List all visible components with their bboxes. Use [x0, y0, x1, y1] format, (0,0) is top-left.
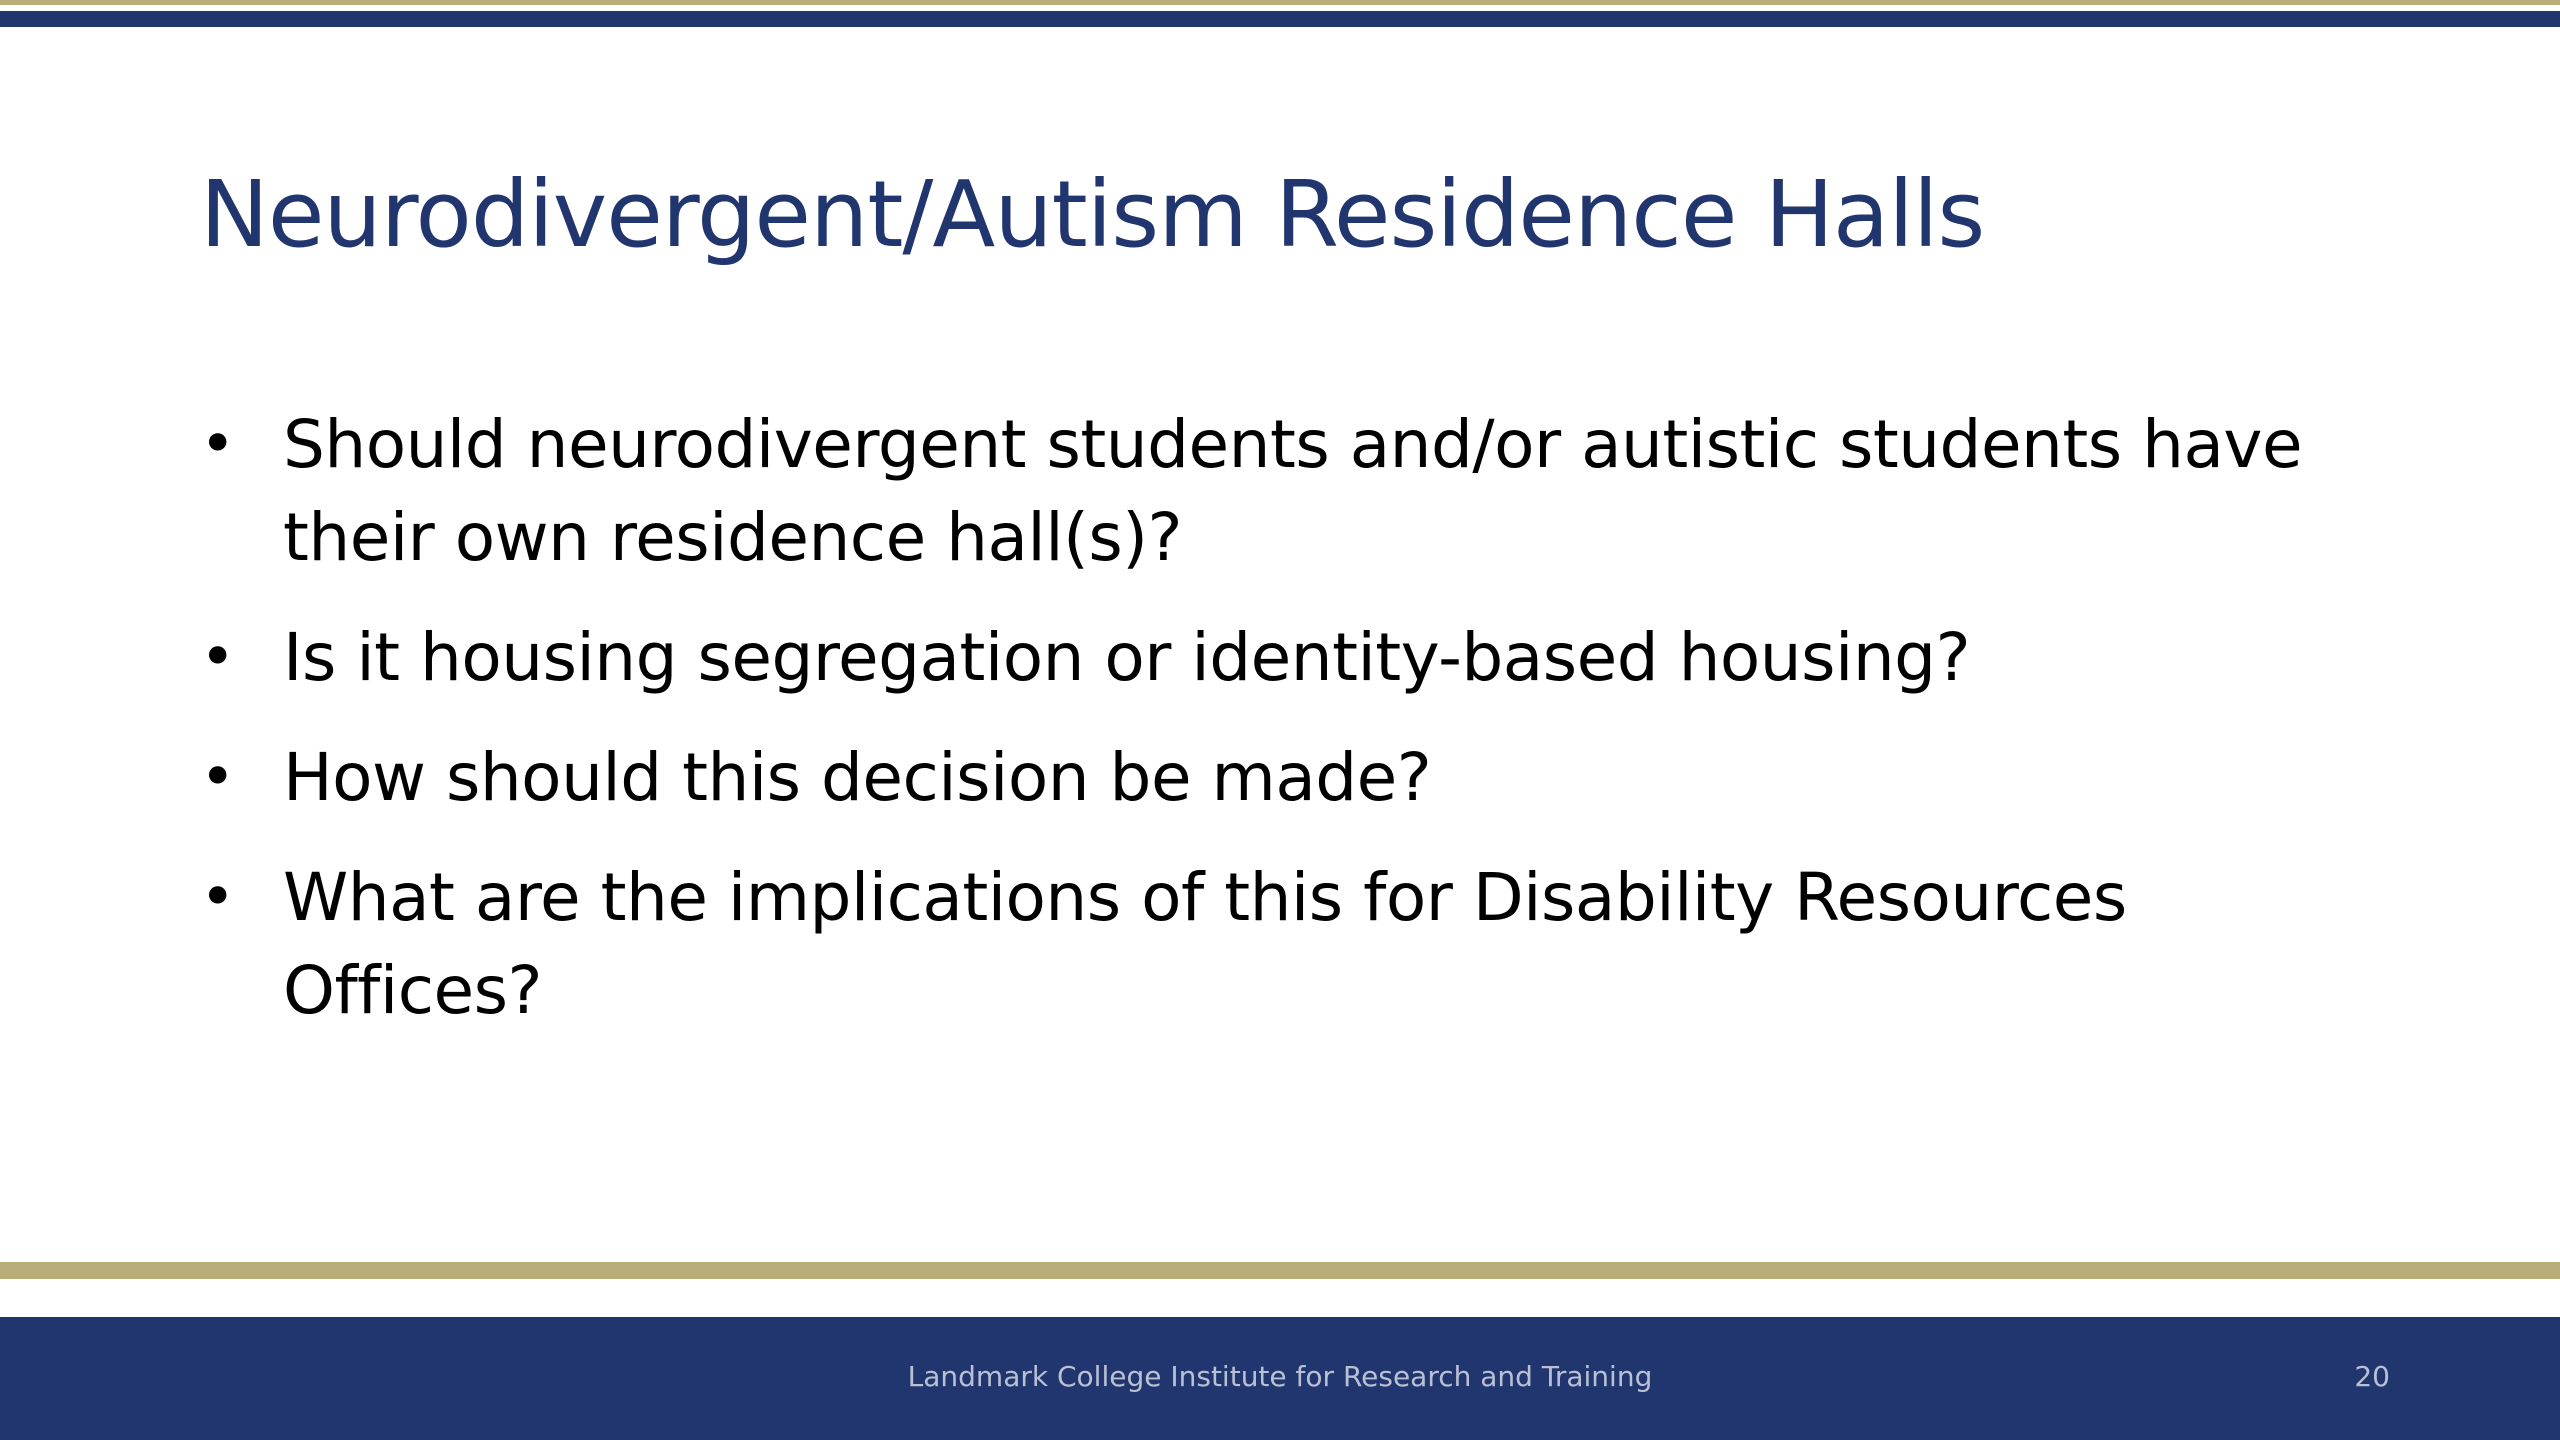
- bullet-item: [200, 851, 2380, 1037]
- bullet-text: Is it housing segregation or identity-based housing?: [283, 619, 1971, 696]
- page-number: 20: [2354, 1360, 2390, 1393]
- bottom-gold-line: [0, 1262, 2560, 1279]
- bullet-item: [200, 398, 2380, 584]
- bullet-dot-icon: •: [200, 742, 235, 812]
- top-gold-line: [0, 0, 2560, 5]
- slide-title: Neurodivergent/Autism Residence Halls: [200, 161, 1985, 268]
- bullet-dot-icon: •: [200, 862, 235, 932]
- bullet-dot-icon: •: [200, 409, 235, 479]
- bullet-item: [200, 731, 2380, 824]
- top-navy-bar: [0, 11, 2560, 27]
- footer-bar: [0, 1317, 2560, 1440]
- bullet-dot-icon: •: [200, 622, 235, 692]
- bullet-text: How should this decision be made?: [283, 739, 1432, 816]
- bullet-text: Should neurodivergent students and/or autistic students have their own residence hall(s)?: [283, 406, 2303, 576]
- footer-text: Landmark College Institute for Research and Training: [907, 1360, 1653, 1393]
- bullet-item: [200, 611, 2380, 704]
- bullet-text: What are the implications of this for Disability Resources Offices?: [283, 859, 2127, 1029]
- bullet-list: [200, 398, 2380, 1064]
